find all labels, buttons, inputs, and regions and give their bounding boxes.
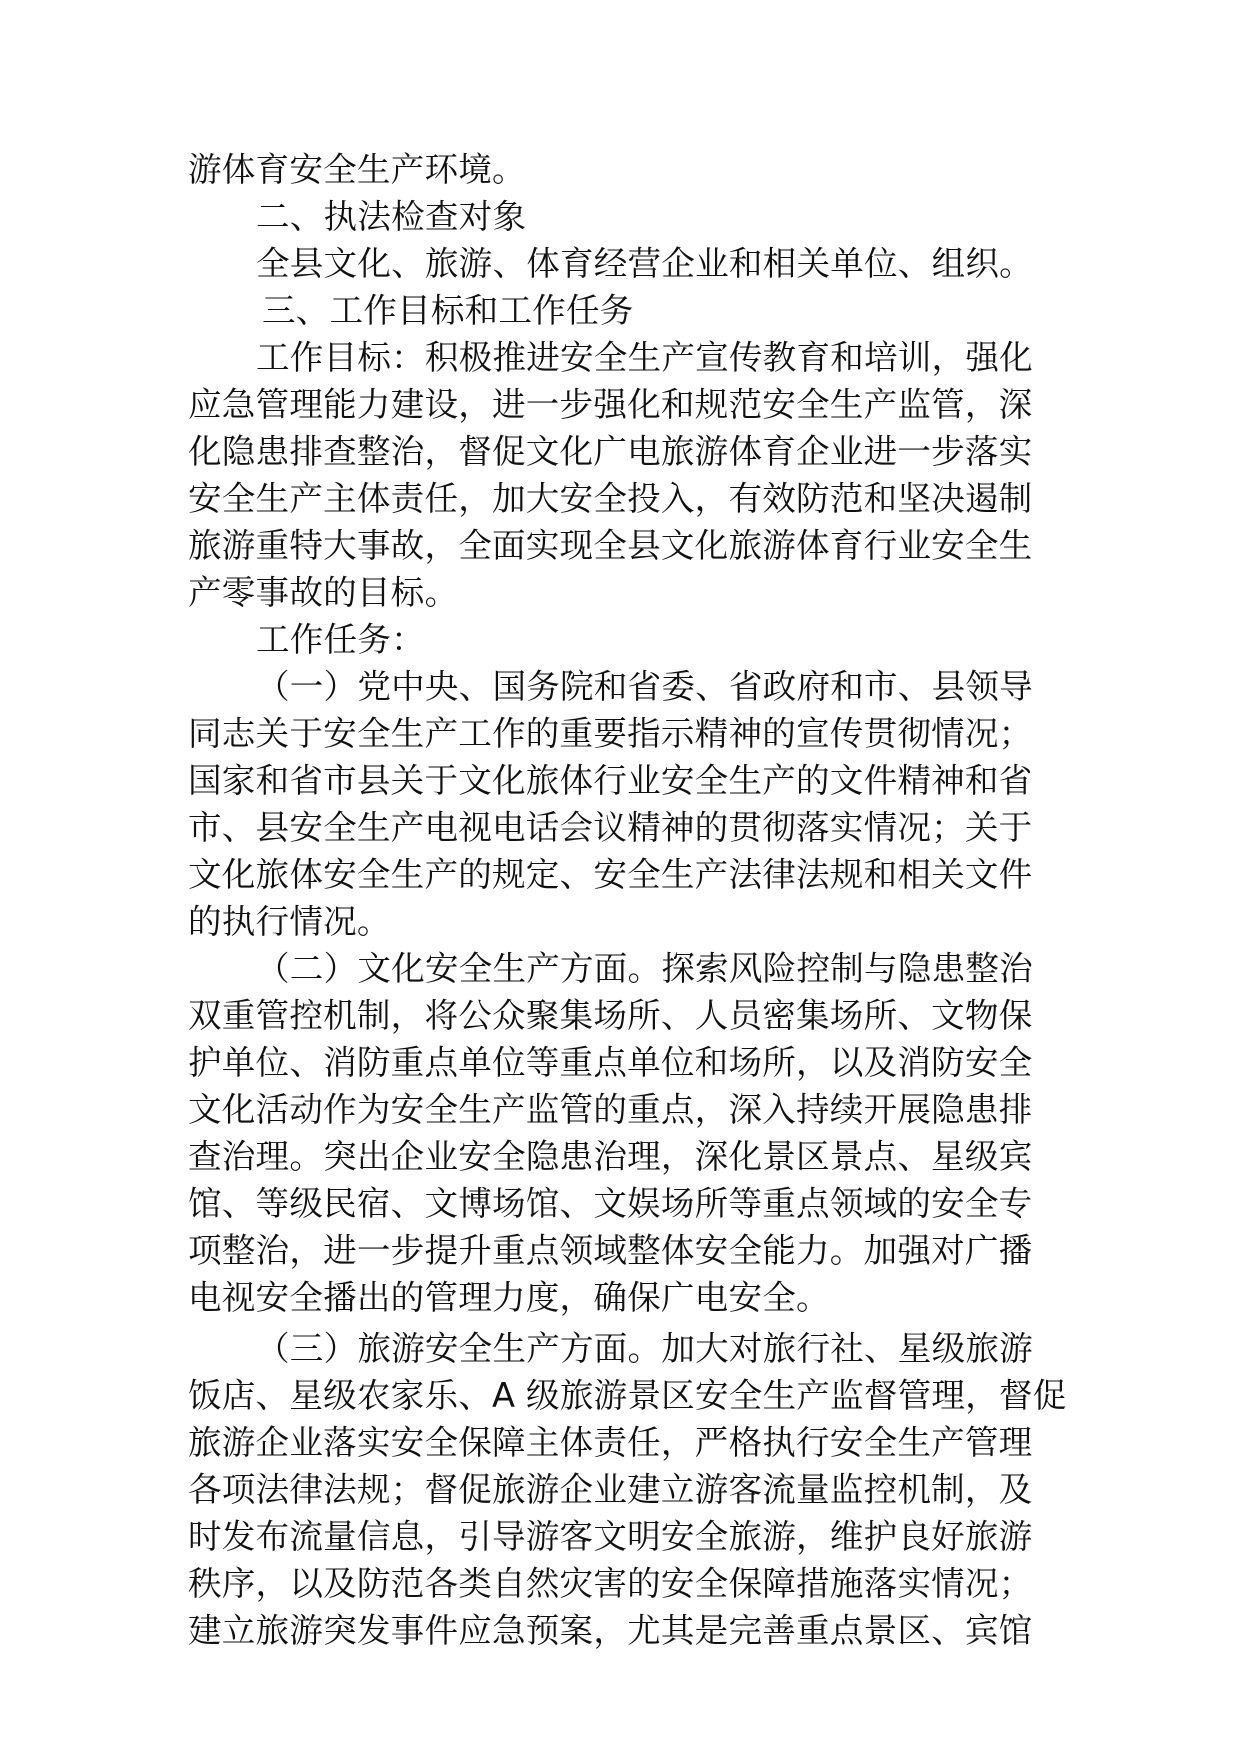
text-line: 秩序，以及防范各类自然灾害的安全保障措施落实情况； [188, 1564, 1033, 1603]
text-line: 时发布流量信息，引导游客文明安全旅游，维护良好旅游 [188, 1517, 1033, 1556]
text-line: 应急管理能力建设，进一步强化和规范安全生产监管，深 [188, 385, 1033, 424]
text-line: 文化旅体安全生产的规定、安全生产法律法规和相关文件 [188, 855, 1033, 894]
paragraph-first-line: 工作目标：积极推进安全生产宣传教育和培训，强化 [256, 338, 1033, 377]
text-line: 各项法律法规；督促旅游企业建立游客流量监控机制，及 [188, 1470, 1033, 1509]
text-line: 旅游重特大事故，全面实现全县文化旅游体育行业安全生 [188, 526, 1033, 565]
text-line: 同志关于安全生产工作的重要指示精神的宣传贯彻情况； [188, 714, 1033, 753]
text-line: 全县文化、旅游、体育经营企业和相关单位、组织。 [256, 244, 1033, 283]
text-line: 文化活动作为安全生产监管的重点，深入持续开展隐患排 [188, 1090, 1033, 1129]
text-line: 国家和省市县关于文化旅体行业安全生产的文件精神和省 [188, 761, 1033, 800]
text-line: 市、县安全生产电视电话会议精神的贯彻落实情况；关于 [188, 808, 1033, 847]
paragraph-first-line: （三）旅游安全生产方面。加大对旅行社、星级旅游 [256, 1329, 1033, 1368]
text-line: 产零事故的目标。 [188, 573, 459, 612]
document-body [188, 146, 1068, 1654]
text-line: 电视安全播出的管理力度，确保广电安全。 [188, 1278, 830, 1317]
text-line: 馆、等级民宿、文博场馆、文娱场所等重点领域的安全专 [188, 1184, 1033, 1223]
paragraph-first-line: 工作任务： [256, 620, 425, 659]
section-heading: 二、执法检查对象 [256, 197, 527, 236]
text-line: 的执行情况。 [188, 902, 391, 941]
text-line: 化隐患排查整治，督促文化广电旅游体育企业进一步落实 [188, 432, 1033, 471]
section-heading: 三、工作目标和工作任务 [262, 291, 634, 330]
text-line: 双重管控机制，将公众聚集场所、人员密集场所、文物保 [188, 996, 1033, 1035]
text-line: 建立旅游突发事件应急预案，尤其是完善重点景区、宾馆 [188, 1611, 1033, 1650]
text-line: 游体育安全生产环境。 [188, 150, 526, 189]
text-line: 安全生产主体责任，加大安全投入，有效防范和坚决遏制 [188, 479, 1033, 518]
text-line: 项整治，进一步提升重点领域整体安全能力。加强对广播 [188, 1231, 1033, 1270]
text-line: 旅游企业落实安全保障主体责任，严格执行安全生产管理 [188, 1423, 1033, 1462]
paragraph-first-line: （一）党中央、国务院和省委、省政府和市、县领导 [256, 667, 1033, 706]
text-line: 饭店、星级农家乐、A 级旅游景区安全生产监督管理，督促 [188, 1376, 1067, 1415]
text-line: 查治理。突出企业安全隐患治理，深化景区景点、星级宾 [188, 1137, 1033, 1176]
text-line: 护单位、消防重点单位等重点单位和场所，以及消防安全 [188, 1043, 1033, 1082]
paragraph-first-line: （二）文化安全生产方面。探索风险控制与隐患整治 [256, 949, 1033, 988]
